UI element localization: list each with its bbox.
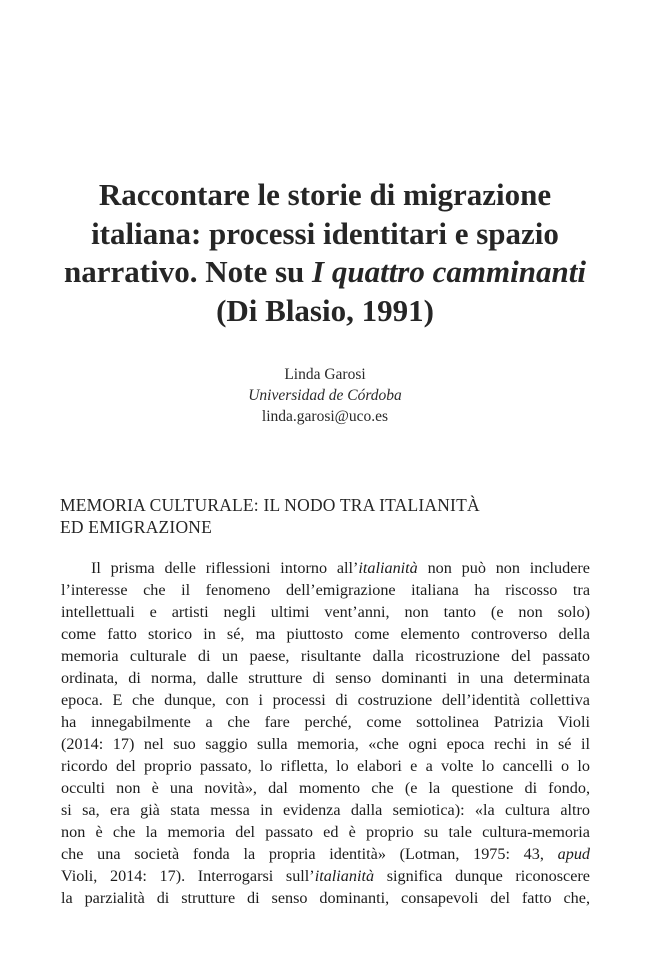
text-run: Il prisma delle riflessioni intorno all’: [91, 559, 359, 577]
text-line: memoria culturale di un paese, risultante dalla ricostruzione del passato: [61, 647, 590, 665]
author-name: Linda Garosi: [284, 366, 366, 383]
section-heading: [60, 494, 600, 538]
text-line: ricordo del proprio passato, lo rifletta, lo elabori e a volte lo cancelli o lo: [61, 757, 590, 775]
title-text: narrativo. Note su: [64, 254, 313, 289]
text-line: occulti non è una novità», dal momento che (e la questione di fondo,: [61, 779, 590, 797]
title-line: italiana: processi identitari e spazio: [91, 215, 559, 251]
text-run: Violi, 2014: 17). Interrogarsi sull’: [61, 867, 315, 885]
text-line: l’interesse che il fenomeno dell’emigrazione italiana ha riscosso tra: [61, 581, 590, 599]
text-line: si sa, era già stata messa in evidenza dalla semiotica): «la cultura altro: [61, 801, 590, 819]
body-paragraph: [61, 557, 590, 909]
title-line: (Di Blasio, 1991): [216, 292, 434, 328]
title-line: [60, 253, 590, 292]
text-run: significa dunque riconoscere: [374, 867, 590, 885]
text-run: non può non includere: [417, 559, 590, 577]
text-line: come fatto storico in sé, ma piuttosto come elemento controverso della: [61, 625, 590, 643]
text-line: non è che la memoria del passato ed è proprio su tale cultura-memoria: [61, 823, 590, 841]
text-run: che una società fonda la propria identità» (Lotman, 1975: 43,: [61, 845, 558, 863]
section-heading-line: MEMORIA CULTURALE: IL NODO TRA ITALIANITÀ: [60, 495, 480, 515]
text-line: [61, 557, 590, 579]
title-line: Raccontare le storie di migrazione: [98, 177, 552, 212]
section-heading-line: ED EMIGRAZIONE: [60, 517, 213, 537]
author-block: [0, 364, 650, 427]
text-line: [61, 843, 590, 865]
text-line: [61, 865, 590, 887]
article-title: [60, 176, 590, 330]
text-line: (2014: 17) nel suo saggio sulla memoria, «che ogni epoca rechi in sé il: [61, 735, 590, 753]
text-line: ordinata, di norma, dalle strutture di senso dominanti in una determinata: [61, 669, 590, 687]
italic-term: apud: [557, 845, 590, 863]
text-line: epoca. E che dunque, con i processi di costruzione dell’identità collettiva: [61, 691, 590, 709]
text-line: intellettuali e artisti negli ultimi vent’anni, non tanto (e non solo): [61, 603, 590, 621]
text-line: la parzialità di strutture di senso dominanti, consapevoli del fatto che,: [61, 889, 590, 907]
author-affiliation: Universidad de Córdoba: [248, 387, 402, 404]
italic-term: italianità: [314, 867, 375, 885]
italic-term: italianità: [358, 559, 418, 577]
author-email: linda.garosi@uco.es: [261, 408, 389, 425]
work-title: I quattro camminanti: [312, 254, 586, 289]
text-line: ha innegabilmente a che fare perché, come sottolinea Patrizia Violi: [61, 713, 590, 731]
